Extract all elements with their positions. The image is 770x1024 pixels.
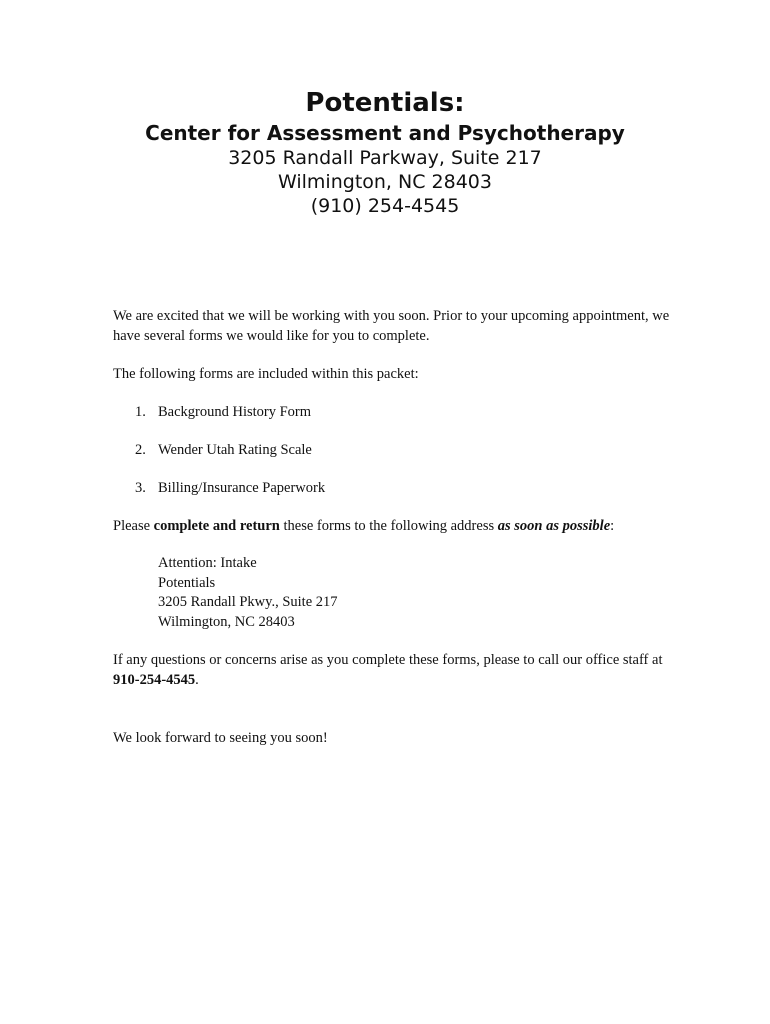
address-attention: Attention: Intake bbox=[158, 555, 257, 571]
practice-subtitle: Center for Assessment and Psychotherapy bbox=[145, 121, 625, 145]
mailing-address bbox=[113, 554, 673, 632]
letterhead bbox=[0, 86, 770, 218]
instruction-lead: Please bbox=[113, 518, 154, 534]
instruction-emphasis: as soon as possible bbox=[497, 518, 611, 534]
practice-name: Potentials: bbox=[305, 88, 465, 118]
instruction-bold: complete and return bbox=[153, 518, 280, 534]
questions-lead: If any questions or concerns arise as you complete these forms, please to call our office staff at bbox=[113, 652, 663, 668]
letter-body bbox=[113, 306, 673, 748]
practice-street: 3205 Randall Parkway, Suite 217 bbox=[228, 147, 542, 169]
list-number: 2. bbox=[135, 442, 146, 458]
forms-list bbox=[113, 402, 673, 498]
form-label: Billing/Insurance Paperwork bbox=[158, 480, 326, 496]
form-label: Wender Utah Rating Scale bbox=[158, 442, 312, 458]
intro-paragraph: We are excited that we will be working with you soon. Prior to your upcoming appointment, we have several forms we would like for you to complete. bbox=[113, 308, 670, 344]
list-number: 3. bbox=[135, 480, 146, 496]
packet-intro: The following forms are included within this packet: bbox=[113, 366, 419, 382]
questions-end: . bbox=[195, 672, 199, 688]
closing-line: We look forward to seeing you soon! bbox=[113, 730, 328, 746]
address-org: Potentials bbox=[158, 574, 216, 591]
address-street: 3205 Randall Pkwy., Suite 217 bbox=[158, 594, 338, 610]
list-number: 1. bbox=[135, 404, 146, 420]
address-city: Wilmington, NC 28403 bbox=[158, 613, 295, 630]
questions-paragraph bbox=[113, 650, 673, 690]
form-label: Background History Form bbox=[158, 404, 312, 420]
practice-city: Wilmington, NC 28403 bbox=[278, 171, 492, 193]
list-item bbox=[113, 402, 673, 422]
instruction-middle: these forms to the following address bbox=[279, 518, 498, 534]
office-phone: 910-254-4545 bbox=[113, 672, 196, 688]
practice-phone: (910) 254-4545 bbox=[310, 195, 460, 217]
instruction-end: : bbox=[610, 518, 615, 534]
list-item bbox=[113, 440, 673, 460]
instruction-paragraph bbox=[113, 516, 673, 536]
list-item bbox=[113, 478, 673, 498]
